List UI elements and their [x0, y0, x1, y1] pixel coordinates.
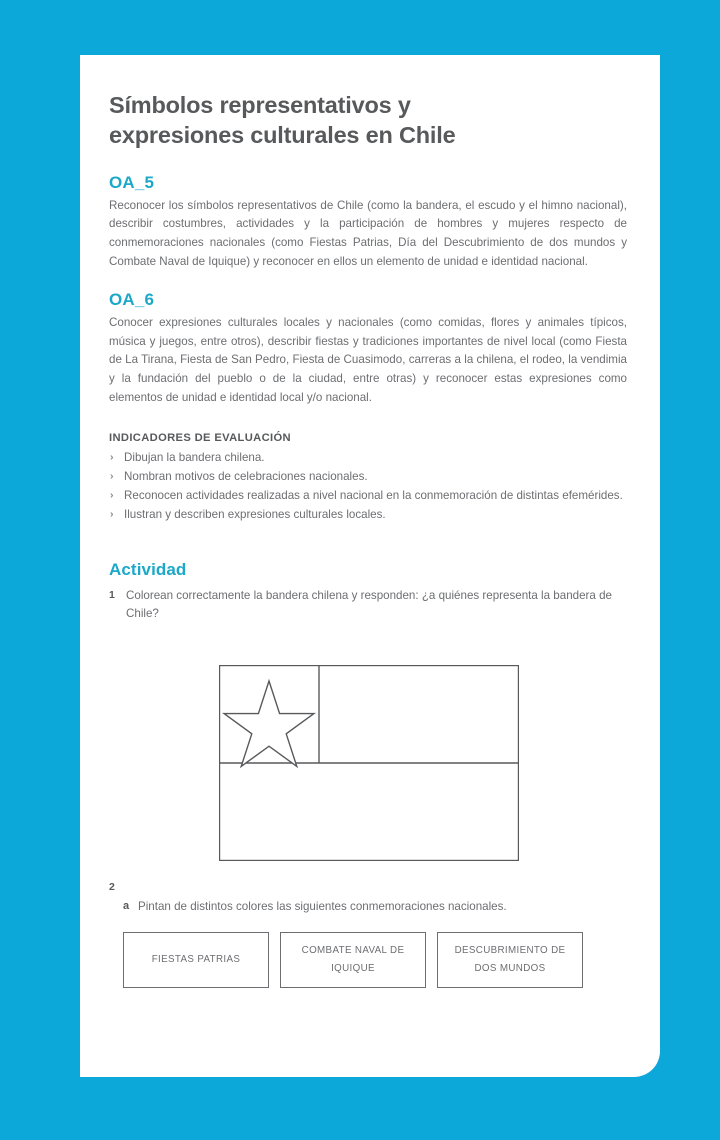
activity-section: [109, 560, 631, 988]
chile-flag-outline[interactable]: [219, 665, 519, 861]
activity-question-2: [109, 881, 631, 987]
chevron-right-icon: ›: [110, 488, 114, 501]
activity-question-1: [109, 587, 641, 623]
chevron-right-icon: ›: [110, 507, 114, 520]
objective-oa6-text: Conocer expresiones culturales locales y nacionales (como comidas, flores y animales típicos, música y juegos, entre otros), describir fiestas y tradiciones importantes de nivel local (como Fiesta de La Tirana, Fiesta de San Pedro, Fiesta de Cuasimodo, carreras a la chilena, el rodeo, la vendimia y la fundación del pueblo o de la ciudad, entre otras) y reconocer estas expresiones como elementos de unidad e identidad local y/o nacional.: [109, 315, 627, 404]
objective-oa5-text: Reconocer los símbolos representativos de Chile (como la bandera, el escudo y el himno nacional), describir costumbres, actividades y la participación de hombres y mujeres respecto de conmemoraciones nacionales (como Fiestas Patrias, Día del Descubrimiento de dos mundos y Combate Naval de Iquique) y reconocer en ellos un elemento de unidad e identidad nacional.: [109, 198, 627, 269]
activity-heading: Actividad: [109, 560, 187, 580]
page-title-line-2: expresiones culturales en Chile: [109, 121, 456, 148]
commemoration-box-combate-naval-de-iquique[interactable]: COMBATE NAVAL DE IQUIQUE: [280, 932, 426, 988]
page-title-line-1: Símbolos representativos y: [109, 92, 411, 118]
indicator-item-label: Reconocen actividades realizadas a nivel nacional en la conmemoración de distintas efemérides.: [124, 488, 623, 502]
question-1-number: 1: [109, 589, 115, 602]
objective-oa5: [109, 173, 631, 272]
objective-oa6: [109, 290, 631, 408]
question-2-sub-letter: a: [123, 900, 130, 913]
chevron-right-icon: ›: [110, 469, 114, 482]
indicators-section: [109, 432, 631, 524]
question-2-number: 2: [109, 881, 115, 894]
indicator-item: [109, 487, 636, 505]
indicators-heading: INDICADORES DE EVALUACIÓN: [109, 431, 291, 444]
indicator-item-label: Nombran motivos de celebraciones nacionales.: [124, 469, 368, 483]
page-content: [109, 91, 631, 988]
indicator-item-label: Ilustran y describen expresiones culturales locales.: [124, 507, 386, 521]
indicator-item-label: Dibujan la bandera chilena.: [124, 450, 265, 464]
indicators-list: [109, 449, 631, 524]
question-1-text: Colorean correctamente la bandera chilena y responden: ¿a quiénes representa la bandera de Chile?: [126, 589, 612, 621]
commemoration-box-descubrimiento-de-dos-mundos[interactable]: DESCUBRIMIENTO DE DOS MUNDOS: [437, 932, 583, 988]
worksheet-page: [80, 55, 660, 1077]
indicator-item: [109, 468, 636, 486]
flag-coloring-area[interactable]: [109, 665, 631, 865]
indicator-item: [109, 449, 636, 467]
question-2-sub-text: Pintan de distintos colores las siguientes conmemoraciones nacionales.: [138, 900, 507, 914]
indicator-item: [109, 506, 636, 524]
chevron-right-icon: ›: [110, 450, 114, 463]
objective-oa6-code: OA_6: [109, 289, 155, 309]
commemoration-boxes: [109, 932, 631, 988]
commemoration-box-fiestas-patrias[interactable]: FIESTAS PATRIAS: [123, 932, 269, 988]
page-title: [109, 91, 631, 151]
question-2-sub: [109, 898, 631, 915]
objective-oa5-code: OA_5: [109, 172, 155, 192]
